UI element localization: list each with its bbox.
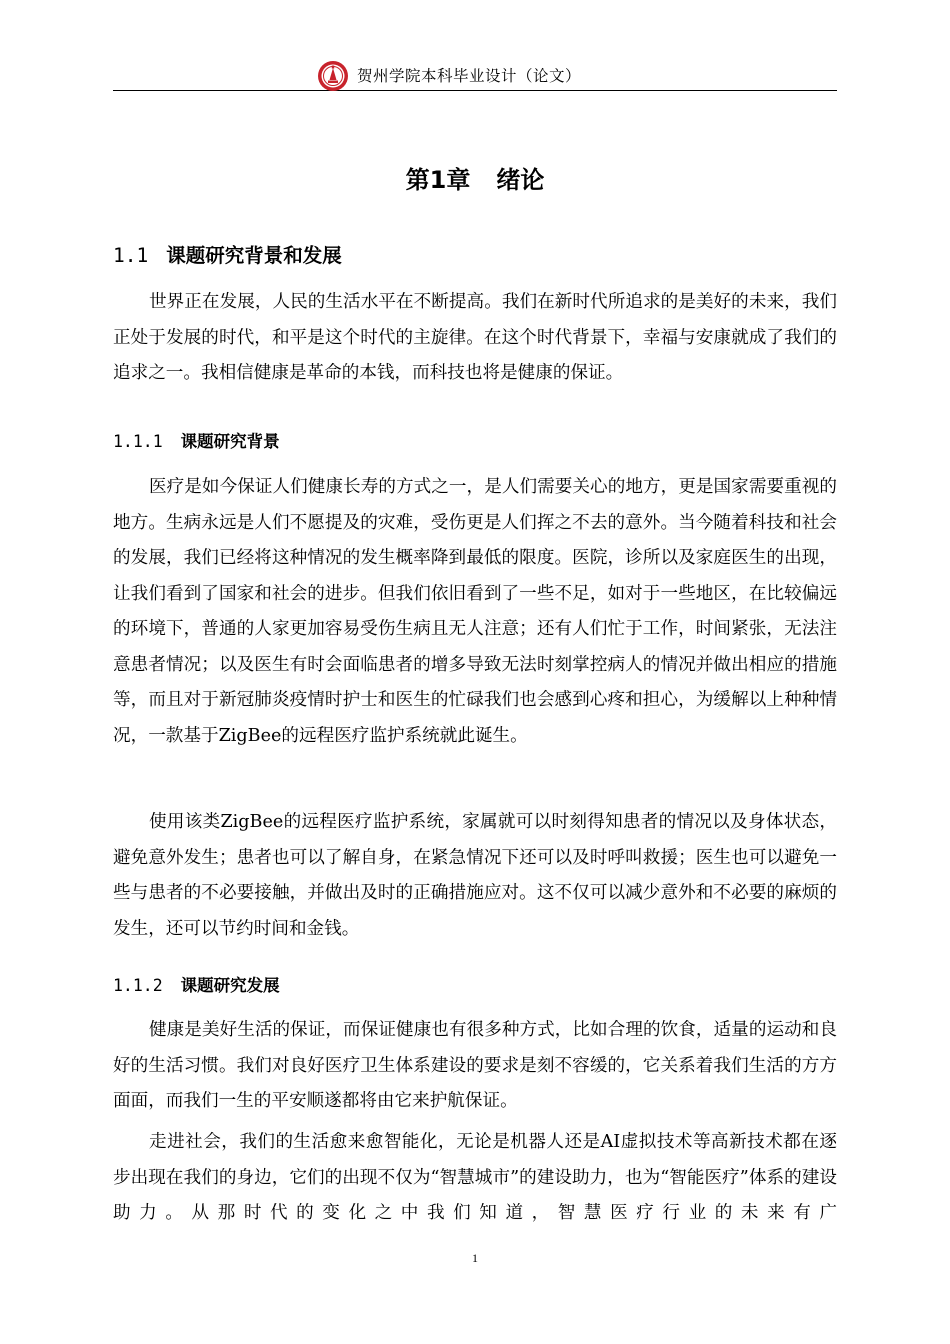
- header-title: 贺州学院本科毕业设计（论文）: [357, 67, 582, 85]
- paragraph: 健康是美好生活的保证，而保证健康也有很多种方式，比如合理的饮食，适量的运动和良好的生活习惯。我们对良好医疗卫生体系建设的要求是刻不容缓的，它关系着我们生活的方方面面，而我们一生的平安顺遂都将由它来护航保证。: [113, 1020, 837, 1111]
- section-title: 课题研究发展: [180, 976, 280, 995]
- page-header: [113, 60, 837, 91]
- page-number: 1: [472, 1251, 478, 1265]
- section-heading-1-1: [113, 240, 342, 268]
- section-title: 课题研究背景: [180, 432, 280, 451]
- paragraph: 使用该类ZigBee的远程医疗监护系统，家属就可以时刻得知患者的情况以及身体状态，避免意外发生；患者也可以了解自身，在紧急情况下还可以及时呼叫救援；医生也可以避免一些与患者的不必要接触，并做出及时的正确措施应对。这不仅可以减少意外和不必要的麻烦的发生，还可以节约时间和金钱。: [113, 812, 837, 939]
- paragraph: 世界正在发展，人民的生活水平在不断提高。我们在新时代所追求的是美好的未来，我们正处于发展的时代，和平是这个时代的主旋律。在这个时代背景下，幸福与安康就成了我们的追求之一。我相信健康是革命的本钱，而科技也将是健康的保证。: [113, 292, 837, 383]
- section-number: 1.1.1: [113, 432, 163, 451]
- paragraph: 走进社会，我们的生活愈来愈智能化，无论是机器人还是AI虚拟技术等高新技术都在逐步出现在我们的身边，它们的出现不仅为“智慧城市”的建设助力，也为“智能医疗”体系的建设助力。从那时代的变化之中我们知道，智慧医疗行业的未来有广: [113, 1132, 837, 1223]
- chapter-heading: [0, 160, 950, 195]
- section-heading-1-1-1: [113, 428, 280, 452]
- section-number: 1.1.2: [113, 976, 163, 995]
- section-title: 课题研究背景和发展: [166, 244, 342, 267]
- section-heading-1-1-2: [113, 972, 280, 996]
- chapter-label: 第1章: [405, 166, 471, 194]
- chapter-title: 绪论: [496, 166, 545, 194]
- university-seal-logo: [317, 60, 349, 92]
- paragraph: 医疗是如今保证人们健康长寿的方式之一，是人们需要关心的地方，更是国家需要重视的地方。生病永远是人们不愿提及的灾难，受伤更是人们挥之不去的意外。当今随着科技和社会的发展，我们已经将这种情况的发生概率降到最低的限度。医院，诊所以及家庭医生的出现，让我们看到了国家和社会的进步。但我们依旧看到了一些不足，如对于一些地区，在比较偏远的环境下，普通的人家更加容易受伤生病且无人注意；还有人们忙于工作，时间紧张，无法注意患者情况；以及医生有时会面临患者的增多导致无法时刻掌控病人的情况并做出相应的措施等，而且对于新冠肺炎疫情时护士和医生的忙碌我们也会感到心疼和担心，为缓解以上种种情况，一款基于ZigBee的远程医疗监护系统就此诞生。: [113, 477, 837, 746]
- section-number: 1.1: [113, 244, 149, 267]
